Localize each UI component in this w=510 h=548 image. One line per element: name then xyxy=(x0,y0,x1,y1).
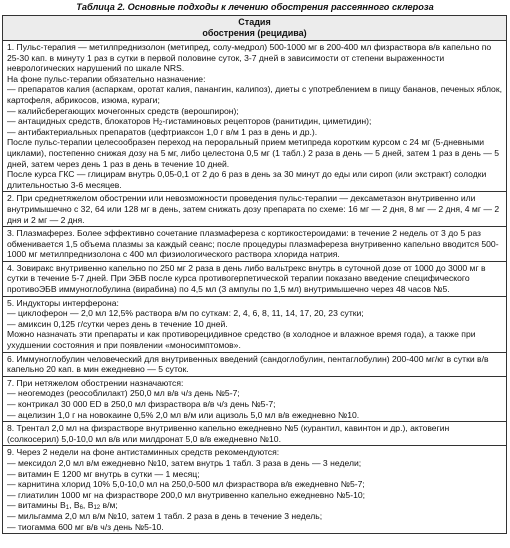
table-row xyxy=(3,261,507,296)
paragraph: 3. Плазмаферез. Более эффективно сочетание плазмафереза с кортикостероидами: в течение 2 недель от 3 до 5 раз обменивается 1,5 объема плазмы за каждый сеанс; после процедуры плазмафереза внутривенно капельно вводится 500-1000 мг метилпреднизолона с 400 мл физиологического раствора хлорида натрия. xyxy=(7,228,499,260)
paragraph: — калийсберегающих мочегонных средств (верошпирон); xyxy=(7,105,239,116)
table-row xyxy=(3,227,507,262)
table-cell xyxy=(3,192,507,227)
table-row xyxy=(3,296,507,352)
paragraph: — неогемодез (реособлилакт) 250,0 мл в/в ч/з день №5-7; xyxy=(7,388,240,399)
paragraph: 1. Пульс-терапия — метилпреднизолон (метипред, солу-медрол) 500-1000 мг в 200-400 мл физраствора в/в капельно по 25-30 кап. в минуту 1 раз в сутки в первой половине суток, 3-7 дней в зависимости от степени выраженности неврологических нарушений по шкале NRS. xyxy=(7,42,492,74)
paragraph xyxy=(7,116,503,127)
paragraph: — тиогамма 600 мг в/в ч/з день №5-10. xyxy=(7,521,164,532)
paragraph: 5. Индукторы интерферона: xyxy=(7,297,119,308)
paragraph: — амиксин 0,125 г/сутки через день в течение 10 дней. xyxy=(7,318,228,329)
subscript: 2 xyxy=(159,121,163,128)
paragraph: — мексидол 2,0 мл в/м ежедневно №10, затем внутрь 1 табл. 3 раза в день — 3 недели; xyxy=(7,457,362,468)
paragraph: После пульс-терапии целесообразен переход на пероральный прием метипреда коротким курсом с 24 мг (5-дневными циклами), постепенно снижая дозу на 5 мг, либо целестона 0,5 мг (1 табл.) 2 раза в день — 5 дней, затем 1 раз в день — 5 дней, затем через день 1 раз в день в течение 10 дней. xyxy=(7,137,499,169)
table-row xyxy=(3,422,507,446)
table-caption: Таблица 2. Основные подходы к лечению обострения рассеянного склероза xyxy=(76,2,434,12)
table-row xyxy=(3,446,507,534)
paragraph: После курса ГКС — глицирам внутрь 0,05-0,1 от 2 до 6 раз в день за 30 минут до еды или сироп (или экстракт) солодки длительностью 3-6 месяцев. xyxy=(7,169,487,190)
paragraph: 7. При нетяжелом обострении назначаются: xyxy=(7,377,184,388)
paragraph: — антибактериальных препаратов (цефтриаксон 1,0 г в/м 1 раз в день и др.). xyxy=(7,126,318,137)
table-header xyxy=(3,16,507,41)
table-cell xyxy=(3,41,507,192)
table-cell xyxy=(3,227,507,262)
table-row xyxy=(3,41,507,192)
paragraph: — мильгамма 2,0 мл в/м №10, затем 1 табл. 2 раза в день в течение 3 недель; xyxy=(7,510,323,521)
header-line-2: обострения (рецидива) xyxy=(202,28,307,38)
text-run: — антацидных средств, блокаторов H xyxy=(7,116,160,127)
paragraph: — контрикал 30 000 ED в 250,0 мл физраствора в/в ч/з день №5-7; xyxy=(7,399,276,409)
subscript: 12 xyxy=(93,505,101,512)
paragraph: На фоне пульс-терапии обязательно назначение: xyxy=(7,73,206,84)
paragraph: 6. Иммуноглобулин человеческий для внутривенных введений (сандоглобулин, пентаглобулин) 200-400 мг/кг в сутки в/в капельно 20 кап. в мин ежедневно — 5 суток. xyxy=(7,353,489,375)
paragraph: 9. Через 2 недели на фоне антистаминных средств рекомендуются: xyxy=(7,447,280,458)
table-cell xyxy=(3,446,507,534)
table-row xyxy=(3,192,507,227)
table-cell xyxy=(3,296,507,352)
text-run: -гистаминовых рецепторов (ранитидин, циметидин); xyxy=(162,116,372,127)
paragraph: — глиатилин 1000 мг на физрастворе 200,0 мл внутривенно капельно ежедневно №5-10; xyxy=(7,489,366,500)
paragraph: — препаратов калия (аспаркам, оротат калия, панангин, калипоз), диеты с употреблением в пищу бананов, печеных яблок, картофеля, абрикосов, изюма, кураги; xyxy=(7,84,502,105)
text-run: , B xyxy=(69,500,80,511)
header-line-1: Стадия xyxy=(238,17,271,27)
paragraph: 4. Зовиракс внутривенно капельно по 250 мг 2 раза в день либо вальтрекс внутрь в суточной дозе от 1000 до 3000 мг в сутки в течение 5-7 дней. При ЭБВ после курса противогерпетической терапии показано введение специфического противоЭБВ иммуноглобулина (вирабина) по 4,5 мл (3 ампулы по 1,5 мл) внутримышечно через 48 часов №5. xyxy=(7,262,486,295)
table-row xyxy=(3,376,507,421)
paragraph: — ацелизин 1,0 г на новокаине 0,5% 2,0 мл в/м или ацизоль 5,0 мл в/в ежедневно №10. xyxy=(7,409,360,420)
paragraph xyxy=(7,500,503,511)
table-cell xyxy=(3,376,507,421)
paragraph: — карнитина хлорид 10% 5,0-10,0 мл на 250,0-500 мл физраствора в/в ежедневно №5-7; xyxy=(7,479,365,490)
table-cell xyxy=(3,352,507,376)
paragraph: 2. При среднетяжелом обострении или невозможности проведения пульс-терапии — дексаметазон внутривенно или внутримышечно с 32, 64 или 128 мг в день, затем снижать дозу препарата по схеме: 16 мг — 2 дня, 8 мг — 2 дня, 4 мг — 2 дня и 2 мг — 2 дня. xyxy=(7,193,500,225)
table-row xyxy=(3,352,507,376)
paragraph: — циклоферон — 2,0 мл 12,5% раствора в/м по суткам: 2, 4, 6, 8, 11, 14, 17, 20, 23 сутки; xyxy=(7,308,364,319)
paragraph: 8. Трентал 2,0 мл на физрастворе внутривенно капельно ежедневно №5 (курантил, кавинтон и др.), актовегин (солкосерил) 5,0-10,0 мл в/в или милдронат 5,0 в/в ежедневно №10. xyxy=(7,423,450,444)
table-cell xyxy=(3,261,507,296)
text-run: , B xyxy=(82,500,94,511)
paragraph: — витамин Е 1200 мг внутрь в сутки — 1 месяц; xyxy=(7,468,200,479)
treatment-table xyxy=(2,15,507,534)
paragraph: Можно назначать эти препараты и как противорецидивное средство (в холодное и влажное время года), а также при ухудшении состояния и при появлении «моносимптомов». xyxy=(7,329,476,351)
text-run: — витамины B xyxy=(7,500,66,511)
subscript: 1 xyxy=(65,505,70,512)
table-cell xyxy=(3,422,507,446)
text-run: в/м; xyxy=(100,500,118,511)
subscript: 6 xyxy=(79,505,83,512)
